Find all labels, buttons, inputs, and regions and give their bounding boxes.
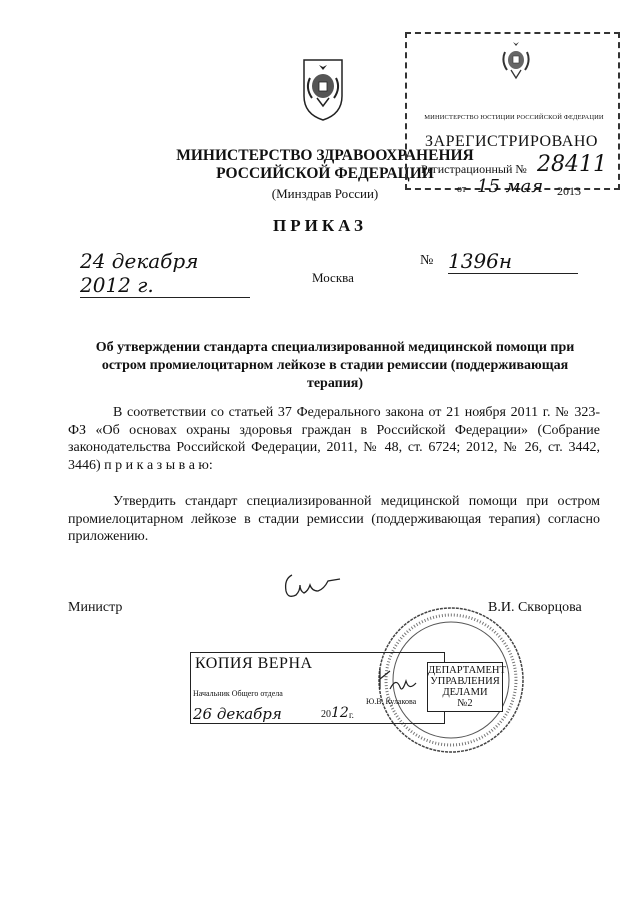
copy-year-suffix: г.: [349, 710, 354, 720]
eagle-emblem-icon: [499, 40, 533, 84]
order-number: 1396н: [448, 249, 578, 274]
copy-label: КОПИЯ ВЕРНА: [195, 655, 313, 672]
coat-of-arms-emblem: [300, 56, 346, 122]
stamp-reg-number-label: Регистрационный №: [421, 162, 527, 176]
minister-name: В.И. Скворцова: [488, 600, 582, 615]
stamp-registered-label: ЗАРЕГИСТРИРОВАНО: [425, 133, 598, 150]
document-title: Об утверждении стандарта специализированной медицинской помощи при остром промиелоцитарном лейкозе в стадии ремиссии (поддерживающая терапия): [95, 340, 575, 391]
copy-initials-signature-icon: [376, 665, 421, 695]
stamp-reg-year: 2013: [557, 184, 581, 198]
copy-year-prefix: 20: [321, 709, 331, 720]
ministry-name-line2: РОССИЙСКОЙ ФЕДЕРАЦИИ: [216, 165, 434, 182]
copy-year: 12: [331, 705, 349, 721]
order-number-label: №: [420, 253, 434, 268]
body-paragraph-2: Утвердить стандарт специализированной медицинской помощи при остром промиелоцитарном лейкозе в стадии ремиссии (поддерживающая терапия) согласно приложению.: [68, 494, 600, 544]
body-paragraph-1: В соответствии со статьей 37 Федерального закона от 21 ноября 2011 г. № 323-ФЗ «Об основах охраны здоровья граждан в Российской Федерации» (Собрание законодательства Российской Федерации, 2011, № 48, ст. 6724; 2012, № 26, ст. 3442, 3446) п р и к а з ы в а ю:: [68, 405, 600, 473]
copy-date: 26 декабря: [193, 705, 282, 723]
registration-stamp: [405, 32, 620, 198]
order-heading: ПРИКАЗ: [273, 216, 367, 235]
copy-head-name: Ю.В. Кулакова: [366, 697, 417, 706]
seal-department-box: [427, 662, 506, 712]
stamp-from-label: от: [457, 184, 467, 195]
ministry-name-line1: МИНИСТЕРСТВО ЗДРАВООХРАНЕНИЯ: [176, 147, 474, 164]
minister-position: Министр: [68, 600, 123, 615]
minister-signature-icon: [280, 567, 350, 607]
seal-line-1: ДЕПАРТАМЕНТ: [428, 665, 506, 676]
seal-line-2: УПРАВЛЕНИЯ: [430, 676, 500, 687]
order-city: Москва: [312, 270, 354, 285]
order-date: 24 декабря 2012 г.: [80, 249, 250, 298]
copy-head-label: Начальник Общего отдела: [193, 689, 283, 698]
stamp-ministry-name: МИНИСТЕРСТВО ЮСТИЦИИ РОССИЙСКОЙ ФЕДЕРАЦИИ: [424, 114, 604, 121]
seal-line-3: ДЕЛАМИ: [442, 687, 488, 698]
ministry-short-name: (Минздрав России): [271, 186, 379, 201]
stamp-reg-date: 15 мая: [477, 176, 544, 197]
stamp-reg-number: 28411: [537, 152, 607, 177]
copy-certification-stamp: [190, 652, 445, 724]
seal-line-4: №2: [457, 698, 473, 709]
